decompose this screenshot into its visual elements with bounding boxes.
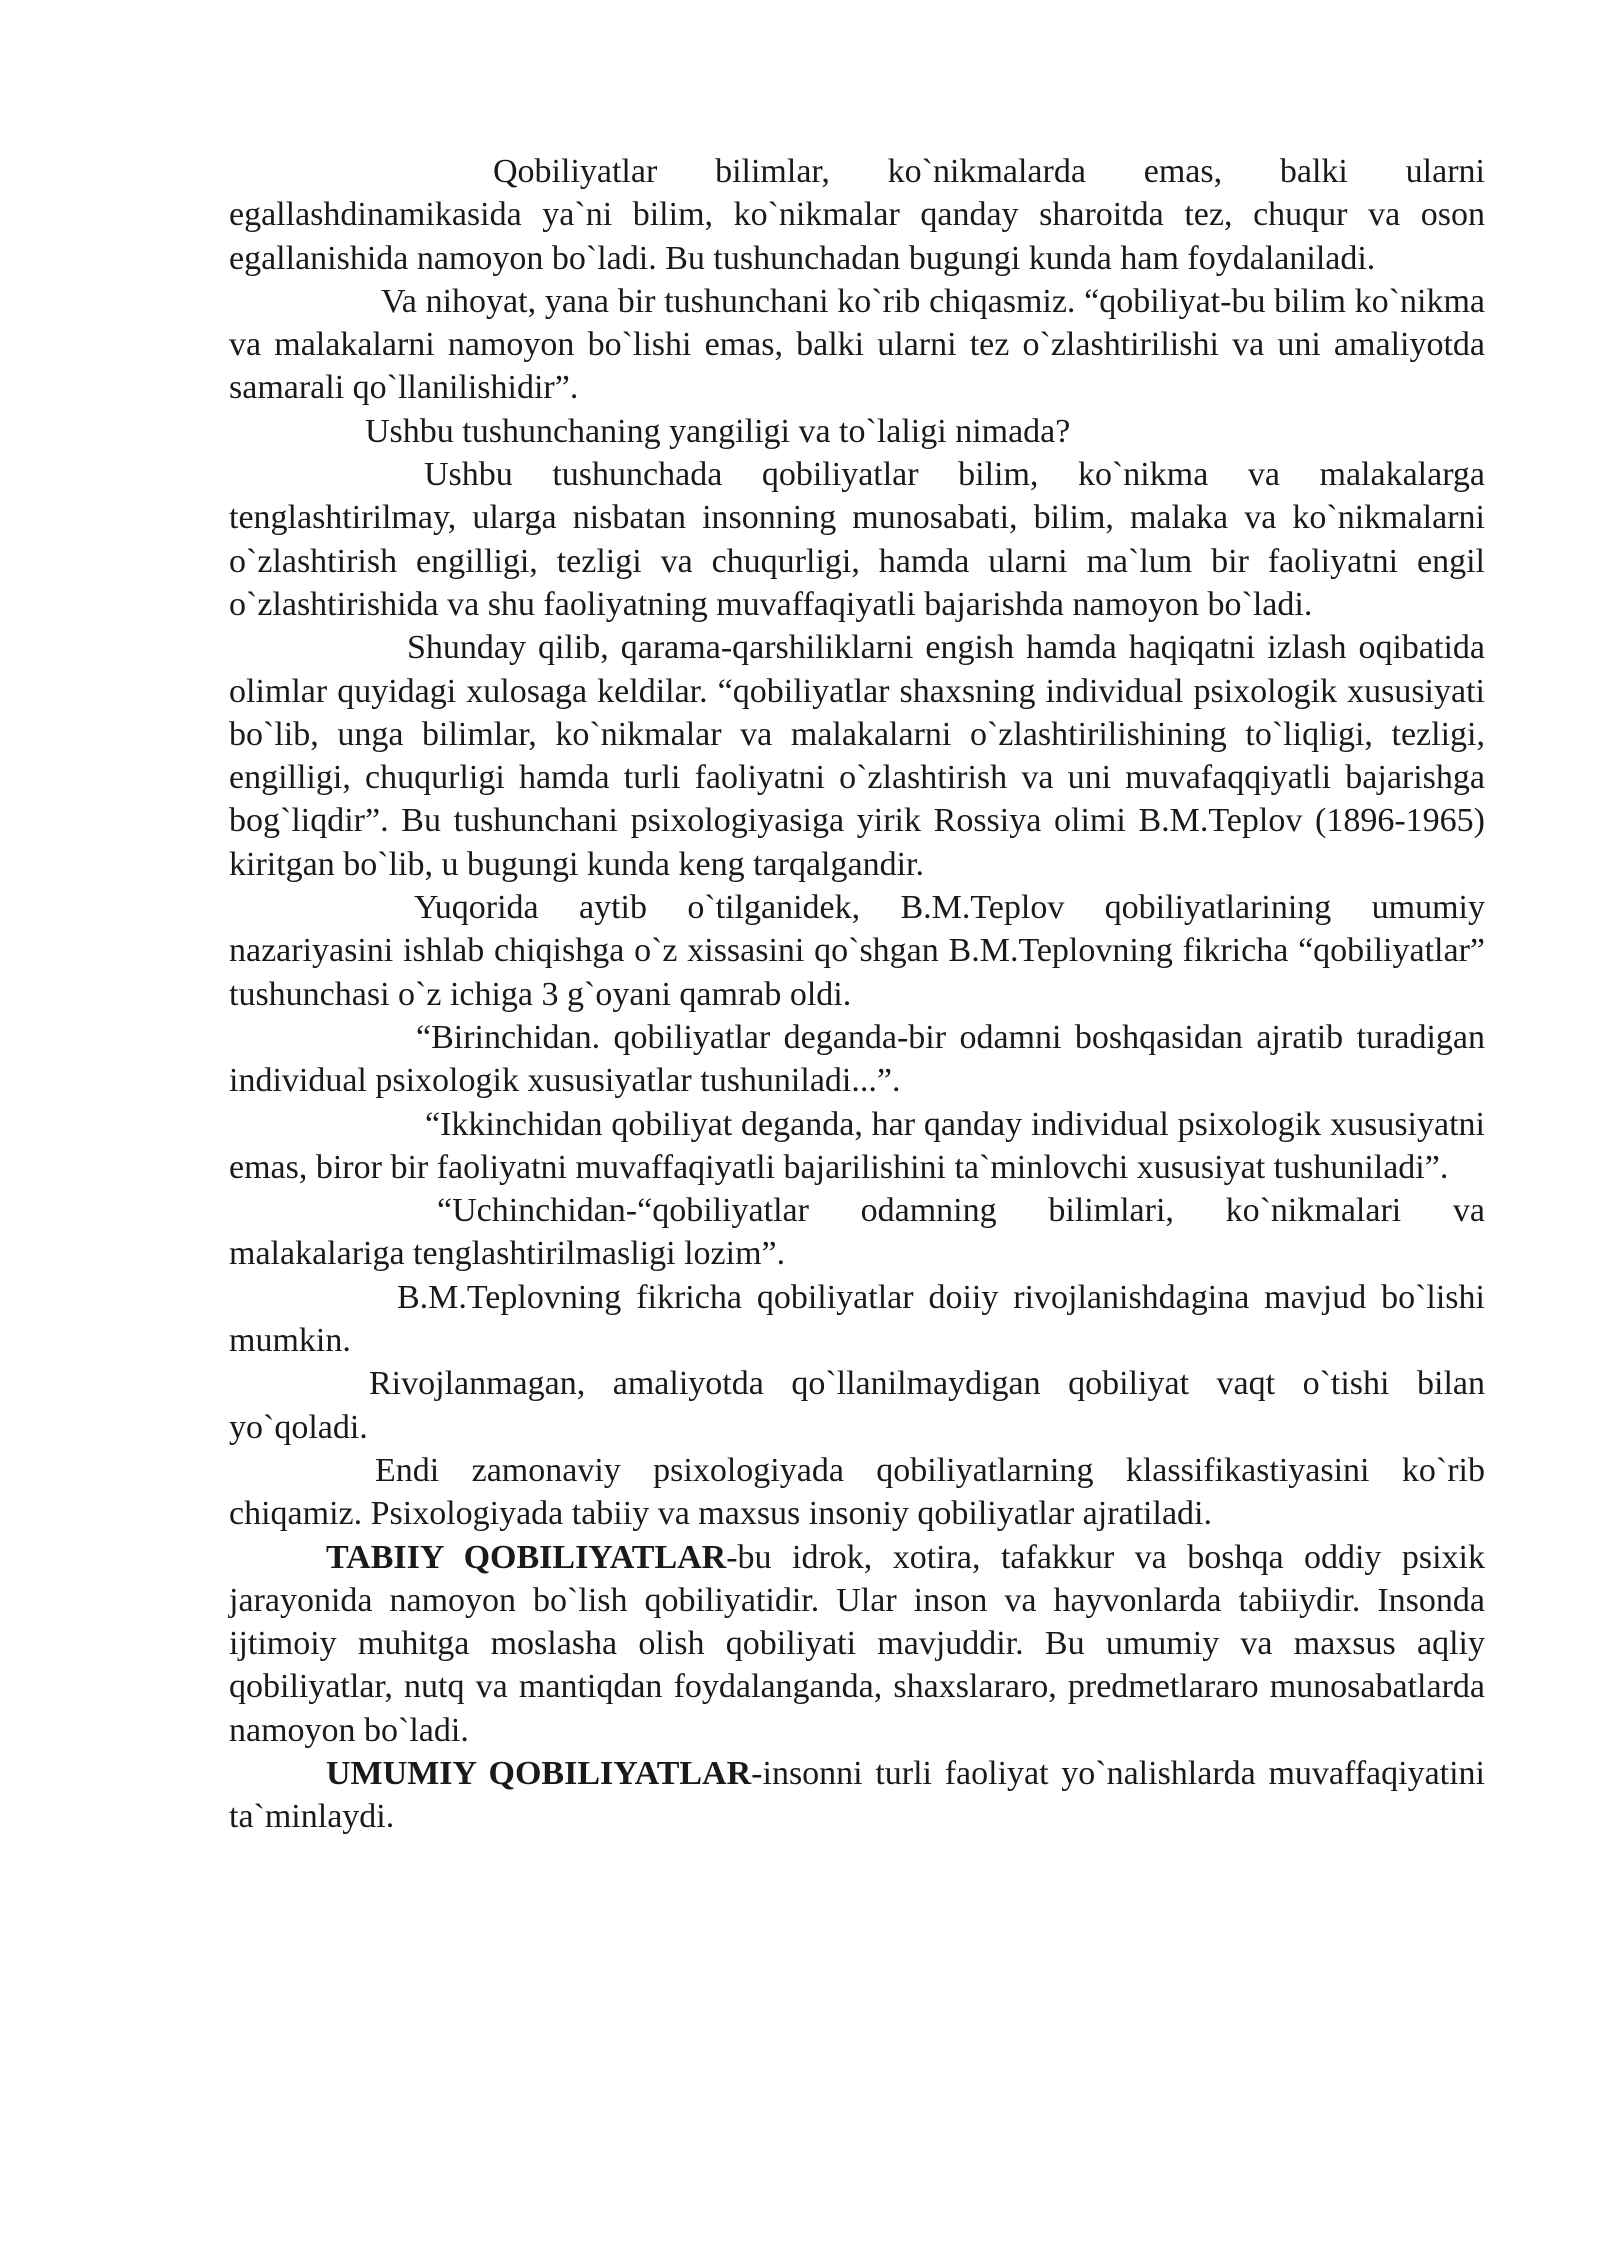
paragraph-4: Ushbu tushunchada qobiliyatlar bilim, ko`nikma va malakalarga tenglashtirilmay, ularga nisbatan insonning munosabati, bilim, malaka va ko`nikmalarni o`zlashtirish engilligi, tezligi va chuqurligi, hamda ularni ma`lum bir faoliyatni engil o`zlashtirishida va shu faoliyatning muvaffaqiyatli bajarishda namoyon bo`ladi.: [229, 456, 1485, 623]
paragraph-1: Qobiliyatlar bilimlar, ko`nikmalarda emas, balki ularni egallashdinamikasida ya`ni bilim, ko`nikmalar qanday sharoitda tez, chuqur va oson egallanishida namoyon bo`ladi. Bu tushunchadan bugungi kunda ham foydalaniladi.: [229, 153, 1485, 277]
paragraph-umumiy: [229, 1752, 1485, 1839]
paragraph-3: Ushbu tushunchaning yangiligi va to`laligi nimada?: [365, 412, 1071, 450]
paragraph-2: Va nihoyat, yana bir tushunchani ko`rib chiqasmiz. “qobiliyat-bu bilim ko`nikma va malakalarni namoyon bo`lishi emas, balki ularni tez o`zlashtirilishi va uni amaliyotda samarali qo`llanilishidir”.: [229, 282, 1485, 407]
paragraph-10: B.M.Teplovning fikricha qobiliyatlar doiiy rivojlanishdagina mavjud bo`lishi mumkin.: [229, 1278, 1485, 1360]
paragraph-5: Shunday qilib, qarama-qarshiliklarni engish hamda haqiqatni izlash oqibatida olimlar quyidagi xulosaga keldilar. “qobiliyatlar shaxsning individual psixologik xususiyati bo`lib, unga bilimlar, ko`nikmalar va malakalarni o`zlashtirilishining to`liqligi, tezligi, engilligi, chuqurligi hamda turli faoliyatni o`zlashtirish va uni muvafaqqiyatli bajarishga bog`liqdir”. Bu tushunchani psixologiyasiga yirik Rossiya olimi B.M.Teplov (1896-1965) kiritgan bo`lib, u bugungi kunda keng tarqalgandir.: [229, 629, 1485, 883]
document-body: [229, 150, 1485, 1839]
paragraph-8: “Ikkinchidan qobiliyat deganda, har qanday individual psixologik xususiyatni emas, biror bir faoliyatni muvaffaqiyatli bajarilishini ta`minlovchi xususiyat tushuniladi”.: [229, 1105, 1485, 1186]
paragraph-7: “Birinchidan. qobiliyatlar deganda-bir odamni boshqasidan ajratib turadigan individual psixologik xususiyatlar tushuniladi...”.: [229, 1018, 1485, 1100]
definition-umumiy: -insonni turli faoliyat yo`nalishlarda muvaffaqiyatini ta`minlaydi.: [229, 1754, 1485, 1836]
paragraph-tabiiy: [229, 1536, 1485, 1752]
paragraph-12: Endi zamonaviy psixologiyada qobiliyatlarning klassifikastiyasini ko`rib chiqamiz. Psixologiyada tabiiy va maxsus insoniy qobiliyatlar ajratiladi.: [229, 1451, 1485, 1533]
paragraph-9: “Uchinchidan-“qobiliyatlar odamning bilimlari, ko`nikmalari va malakalariga tenglashtirilmasligi lozim”.: [229, 1192, 1485, 1273]
paragraph-6: Yuqorida aytib o`tilganidek, B.M.Teplov qobiliyatlarining umumiy nazariyasini ishlab chiqishga o`z xissasini qo`shgan B.M.Teplovning fikricha “qobiliyatlar” tushunchasi o`z ichiga 3 g`oyani qamrab oldi.: [229, 889, 1485, 1013]
paragraph-11: Rivojlanmagan, amaliyotda qo`llanilmaydigan qobiliyat vaqt o`tishi bilan yo`qoladi.: [229, 1365, 1485, 1446]
definition-tabiiy: -bu idrok, xotira, tafakkur va boshqa oddiy psixik jarayonida namoyon bo`lish qobiliyatidir. Ular inson va hayvonlarda tabiiydir. Insonda ijtimoiy muhitga moslasha olish qobiliyati mavjuddir. Bu umumiy va maxsus aqliy qobiliyatlar, nutq va mantiqdan foydalanganda, shaxslararo, predmetlararo munosabatlarda namoyon bo`ladi.: [229, 1538, 1486, 1749]
term-tabiiy: TABIIY QOBILIYATLAR: [326, 1538, 727, 1576]
term-umumiy: UMUMIY QOBILIYATLAR: [326, 1754, 752, 1792]
